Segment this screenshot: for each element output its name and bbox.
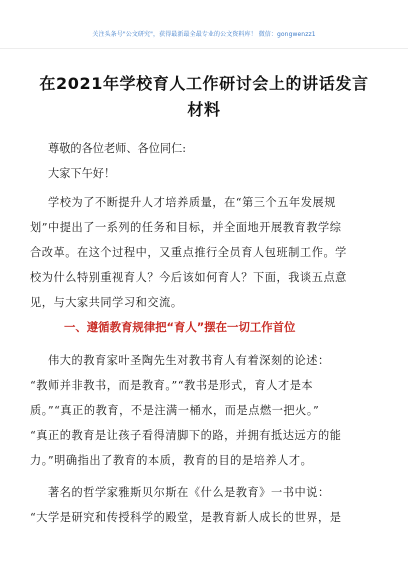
paragraph-line: 校为什么特别重视育人？今后该如何育人？下面，我谈五点意 xyxy=(30,271,347,284)
paragraph-line: 合改革。在这个过程中，又重点推行全员育人包班制工作。学 xyxy=(30,246,347,259)
paragraph-line: 质。”“真正的教育，不是注满一桶水，而是点燃一把火。” xyxy=(30,404,320,417)
top-banner xyxy=(0,0,408,49)
section-heading: 一、遵循教育规律把“育人”摆在一切工作首位 xyxy=(64,320,296,334)
paragraph-line: 力。”明确指出了教育的本质，教育的目的是培养人才。 xyxy=(30,454,313,467)
paragraph-line: “教师并非教书，而是教育。”“教书是形式，育人才是本 xyxy=(30,379,314,392)
document-title xyxy=(30,71,378,123)
paragraph-line: 划”中提出了一系列的任务和目标，并全面地开展教育教学综 xyxy=(30,221,342,234)
document-page xyxy=(0,48,408,580)
banner-notice[interactable]: 关注头条号"公文研究"，获得最新最全最专业的公文资料库！ 微信：gongwenzz1 xyxy=(92,31,316,38)
paragraph-line: 见，与大家共同学习和交流。 xyxy=(30,296,183,309)
greeting: 大家下午好！ xyxy=(48,167,116,180)
paragraph-line: 学校为了不断提升人才培养质量，在“第三个五年发展规 xyxy=(48,196,336,209)
title-line-1: 在2021年学校育人工作研讨会上的讲话发言 xyxy=(39,74,369,93)
paragraph-line: “真正的教育是让孩子看得清脚下的路，并拥有抵达远方的能 xyxy=(30,429,342,442)
salutation: 尊敬的各位老师、各位同仁: xyxy=(48,142,187,155)
paragraph-line: 伟大的教育家叶圣陶先生对教书育人有着深刻的论述： xyxy=(48,354,330,367)
title-line-2: 材料 xyxy=(187,100,221,119)
paragraph-line: 著名的哲学家雅斯贝尔斯在《什么是教育》一书中说： xyxy=(48,486,330,499)
paragraph-line: “大学是研究和传授科学的殿堂，是教育新人成长的世界，是 xyxy=(30,511,342,524)
